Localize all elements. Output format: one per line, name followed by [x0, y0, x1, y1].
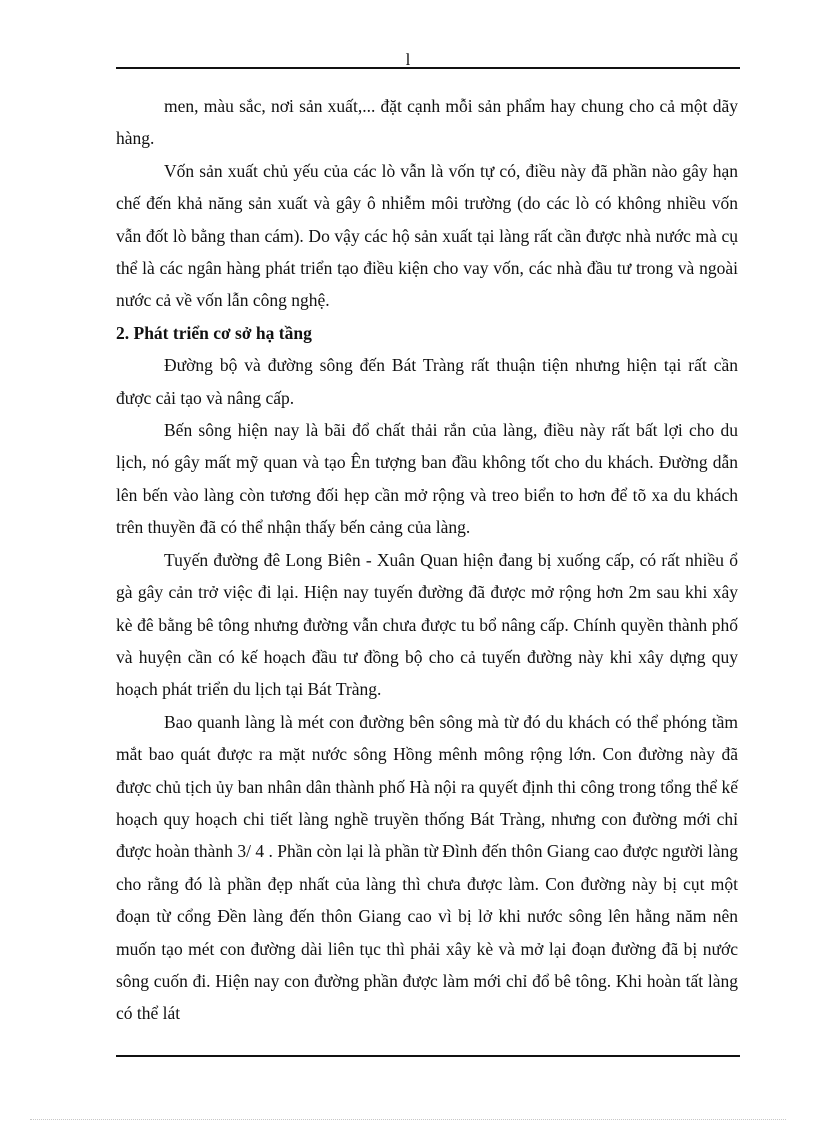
section-heading: 2. Phát triển cơ sở hạ tầng	[116, 322, 312, 343]
page-edge-dots	[30, 1119, 786, 1120]
paragraph-riverside-road: Bao quanh làng là mét con đường bên sông mà từ đó du khách có thể phóng tầm mắt bao quát được ra mặt nước sông Hồng mênh mông rộng lớn. Con đường này đã được chủ tịch ủy ban nhân dân thành phố Hà nội ra quyết định thi công trong tổng thể kế hoạch quy hoạch chi tiết làng nghề truyền thống Bát Tràng, nhưng con đường mới chỉ được hoàn thành 3/ 4 . Phần còn lại là phần từ Đình đến thôn Giang cao được người làng cho rằng đó là phần đẹp nhất của làng thì chưa được làm. Con đường này bị cụt một đoạn từ cổng Đền làng đến thôn Giang cao vì bị lở khi nước sông lên hằng năm nên muốn tạo mét con đường dài liên tục thì phải xây kè và mở lại đoạn đường đã bị nước sông cuốn đi. Hiện nay con đường phần được làm mới chỉ đổ bê tông. Khi hoàn tất làng có thể lát	[116, 711, 738, 1024]
page-number: l	[405, 50, 411, 69]
paragraph-dike-road: Tuyến đường đê Long Biên - Xuân Quan hiện đang bị xuống cấp, có rất nhiều ổ gà gây cản trở việc đi lại. Hiện nay tuyến đường đã được mở rộng hơn 2m sau khi xây kè đê bằng bê tông nhưng đường vẫn chưa được tu bổ nâng cấp. Chính quyền thành phố và huyện cần có kế hoạch đầu tư đồng bộ cho cả tuyến đường này khi xây dựng quy hoạch phát triển du lịch tại Bát Tràng.	[116, 549, 738, 700]
document-body	[116, 90, 738, 1030]
paragraph-continuation: men, màu sắc, nơi sản xuất,... đặt cạnh mỗi sản phẩm hay chung cho cả một dãy hàng.	[116, 96, 738, 149]
footer-rule	[116, 1055, 740, 1057]
header-rule	[116, 67, 740, 69]
paragraph-capital: Vốn sản xuất chủ yếu của các lò vẫn là vốn tự có, điều này đã phần nào gây hạn chế đến khả năng sản xuất và gây ô nhiễm môi trường (do các lò có không nhiều vốn vẫn đốt lò bằng than cám). Do vậy các hộ sản xuất tại làng rất cần được nhà nước mà cụ thể là các ngân hàng phát triển tạo điều kiện cho vay vốn, các nhà đầu tư trong và ngoài nước cả về vốn lẫn công nghệ.	[116, 160, 738, 311]
paragraph-roads: Đường bộ và đường sông đến Bát Tràng rất thuận tiện nhưng hiện tại rất cần được cải tạo và nâng cấp.	[116, 355, 738, 408]
paragraph-river-wharf: Bến sông hiện nay là bãi đổ chất thải rắn của làng, điều này rất bất lợi cho du lịch, nó gây mất mỹ quan và tạo Ên tượng ban đầu không tốt cho du khách. Đường dẫn lên bến vào làng còn tương đối hẹp cần mở rộng và treo biển to hơn để tõ xa du khách trên thuyền đã có thể nhận thấy bến cảng của làng.	[116, 420, 738, 538]
